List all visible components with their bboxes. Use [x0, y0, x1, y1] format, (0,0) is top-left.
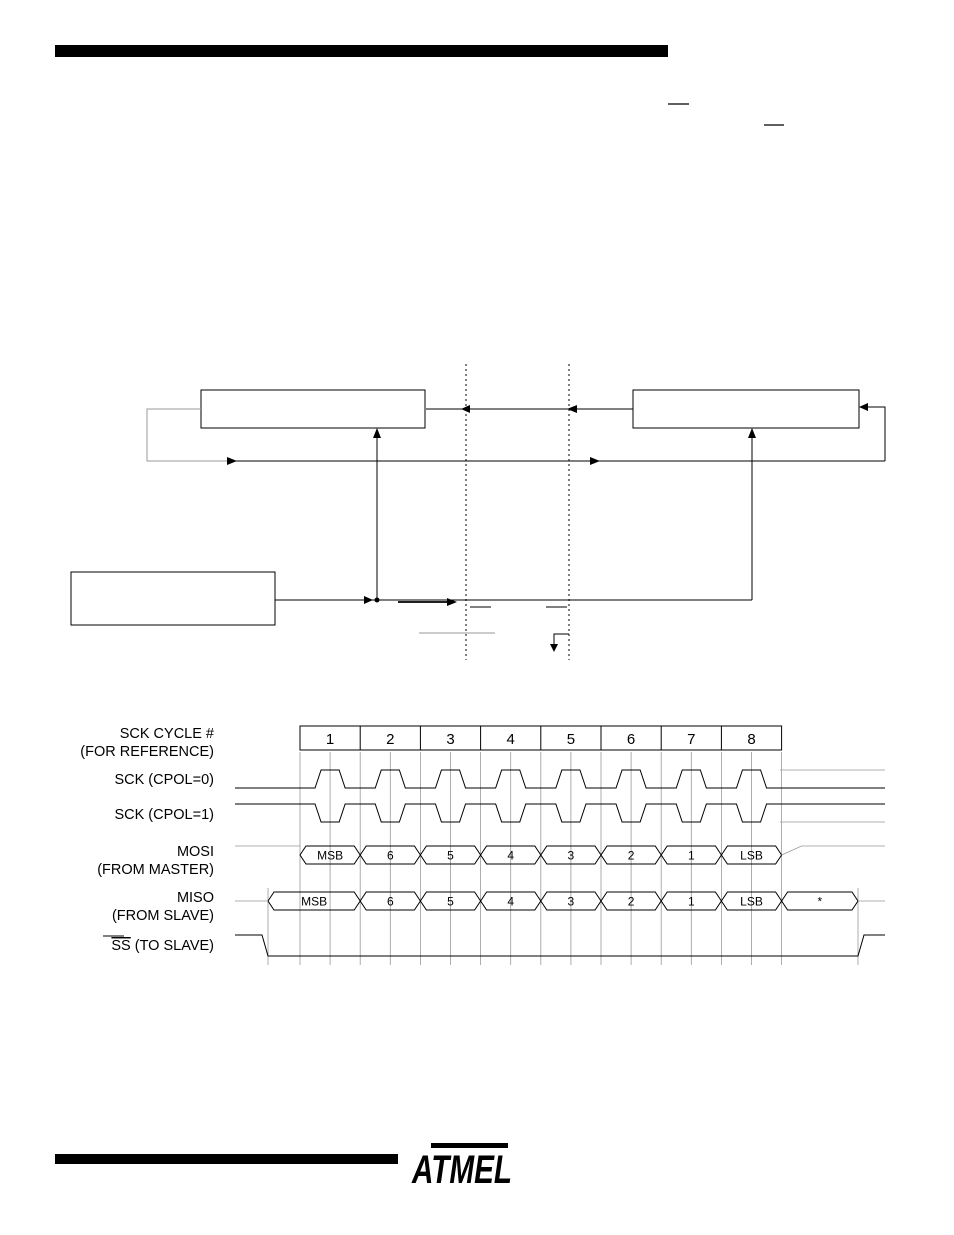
mosi-waveform: [235, 846, 885, 864]
bus-bit-label: 2: [627, 894, 635, 909]
bus-bit-label: 6: [386, 894, 394, 909]
atmel-logo-text: ATMEL: [411, 1148, 512, 1192]
sck-cpol0-waveform: [235, 770, 885, 788]
bus-bit-label: 1: [687, 894, 695, 909]
arrow-icon: [590, 457, 600, 465]
master-loop-line: [147, 409, 232, 461]
cycle-number: 5: [566, 731, 576, 748]
mosi-label: MOSI: [176, 844, 214, 860]
arrow-icon: [859, 403, 868, 411]
bus-bit-label: 4: [507, 894, 515, 909]
bus-bit-label: 3: [567, 848, 575, 863]
cycle-number: 7: [687, 731, 696, 748]
bus-bit-label: 5: [447, 894, 454, 909]
miso-sublabel: (FROM SLAVE): [111, 908, 214, 924]
cycle-number: 8: [747, 731, 756, 748]
ss-overbar-text: SS: [111, 938, 131, 954]
miso-waveform: [235, 892, 885, 910]
bus-bit-label: 6: [386, 848, 394, 863]
cycle-number: 1: [325, 731, 335, 748]
bus-bit-label: 4: [507, 848, 515, 863]
arrow-icon: [373, 428, 381, 438]
header-bar: [55, 45, 668, 57]
bus-bit-label: LSB: [740, 894, 763, 909]
bus-bit-label: 5: [447, 848, 454, 863]
mosi-sublabel: (FROM MASTER): [97, 862, 214, 878]
bus-bit-label: LSB: [740, 848, 763, 863]
spi-block-diagram: [71, 364, 885, 660]
slave-shift-register-box: [633, 390, 859, 428]
bus-bit-label: 3: [567, 894, 575, 909]
miso-label: MISO: [176, 890, 214, 906]
atmel-logo: [411, 1143, 512, 1192]
cycle-number-row: [300, 726, 782, 750]
sck-cpol1-waveform: [235, 804, 885, 822]
arrow-icon: [567, 405, 577, 413]
ss-label-rest: (TO SLAVE): [130, 938, 214, 954]
slave-loop-line: [862, 407, 885, 461]
bus-bit-label: MSB: [317, 848, 344, 863]
sck-trace: [235, 770, 885, 788]
footer-bar: [55, 1154, 398, 1164]
arrow-icon: [748, 428, 756, 438]
ss-label: [111, 938, 214, 954]
arrow-icon: [461, 405, 470, 413]
ss-waveform: [235, 935, 885, 956]
signal-labels: [80, 726, 214, 954]
sck-cpol1-label: SCK (CPOL=1): [114, 807, 214, 823]
cycle-number: 2: [386, 731, 395, 748]
sck-cpol0-label: SCK (CPOL=0): [114, 772, 214, 788]
cycle-number: 3: [446, 731, 455, 748]
block-diagram-arrowheads: [227, 403, 868, 652]
arrow-icon: [364, 596, 373, 604]
master-shift-register-box: [201, 390, 425, 428]
junction-dot: [375, 598, 380, 603]
reference-ticks: [268, 752, 858, 965]
bus-bit-label: MSB: [301, 894, 328, 909]
bus-bit-label: *: [817, 894, 823, 909]
arrow-icon: [550, 644, 558, 652]
cycle-number: 4: [506, 731, 515, 748]
cycle-header-sublabel: (FOR REFERENCE): [80, 744, 214, 760]
cycle-header-label: SCK CYCLE #: [119, 726, 214, 742]
cycle-number: 6: [626, 731, 636, 748]
arrow-icon: [447, 598, 457, 606]
bus-bit-label: 1: [687, 848, 695, 863]
arrow-icon: [227, 457, 237, 465]
bus-bit-label: 2: [627, 848, 635, 863]
bus-idle-trace: [782, 846, 885, 855]
ss-trace: [235, 935, 885, 956]
sck-trace: [235, 804, 885, 822]
clock-generator-box: [71, 572, 275, 625]
